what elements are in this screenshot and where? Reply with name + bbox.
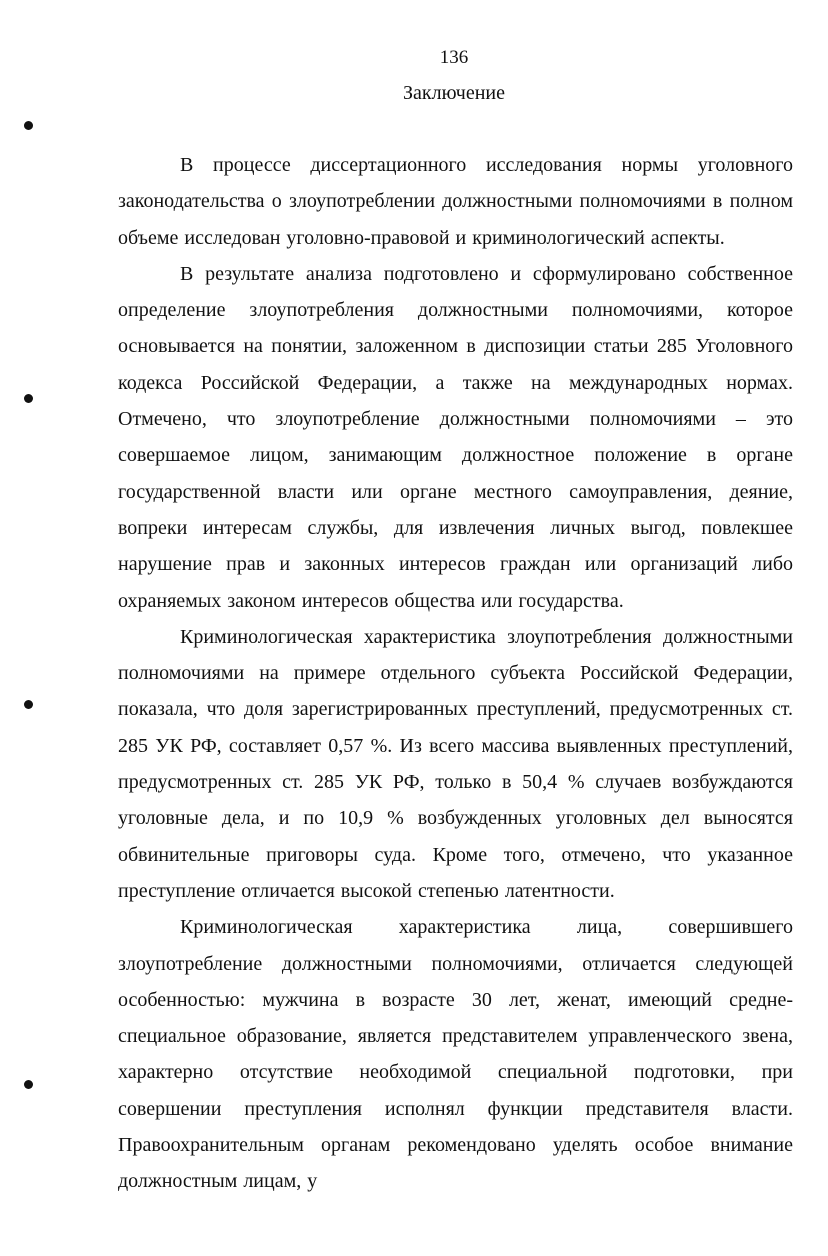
document-body bbox=[118, 147, 793, 1200]
paragraph-4: Криминологическая характеристика лица, совершившего злоупотребление должностными полномочиями, отличается следующей особенностью: мужчина в возрасте 30 лет, женат, имеющий средне-специальное образование, является представителем управленческого звена, характерно отсутствие необходимой специальной подготовки, при совершении преступления исполнял функции представителя власти. Правоохранительным органам рекомендовано уделять особое внимание должностным лицам, у bbox=[118, 916, 793, 1193]
paragraph-2: В результате анализа подготовлено и сформулировано собственное определение злоупотребления должностными полномочиями, которое основывается на понятии, заложенном в диспозиции статьи 285 Уголовного кодекса Российской Федерации, а также на международных нормах. Отмечено, что злоупотребление должностными полномочиями – это совершаемое лицом, занимающим должностное положение в органе государственной власти или органе местного самоуправления, деяние, вопреки интересам службы, для извлечения личных выгод, повлекшее нарушение прав и законных интересов граждан или организаций либо охраняемых законом интересов общества или государства. bbox=[118, 262, 793, 612]
punch-hole bbox=[24, 121, 33, 130]
punch-hole bbox=[24, 700, 33, 709]
punch-hole bbox=[24, 394, 33, 403]
paragraph-1: В процессе диссертационного исследования нормы уголовного законодательства о злоупотреблении должностными полномочиями в полном объеме исследован уголовно-правовой и криминологический аспекты. bbox=[118, 154, 793, 249]
page-number: 136 bbox=[439, 47, 469, 68]
punch-hole bbox=[24, 1080, 33, 1089]
paragraph-3: Криминологическая характеристика злоупотребления должностными полномочиями на примере отдельного субъекта Российской Федерации, показала, что доля зарегистрированных преступлений, предусмотренных ст. 285 УК РФ, составляет 0,57 %. Из всего массива выявленных преступлений, предусмотренных ст. 285 УК РФ, только в 50,4 % случаев возбуждаются уголовные дела, и по 10,9 % возбужденных уголовных дел выносятся обвинительные приговоры суда. Кроме того, отмечено, что указанное преступление отличается высокой степенью латентности. bbox=[118, 625, 793, 902]
section-title: Заключение bbox=[403, 82, 505, 104]
